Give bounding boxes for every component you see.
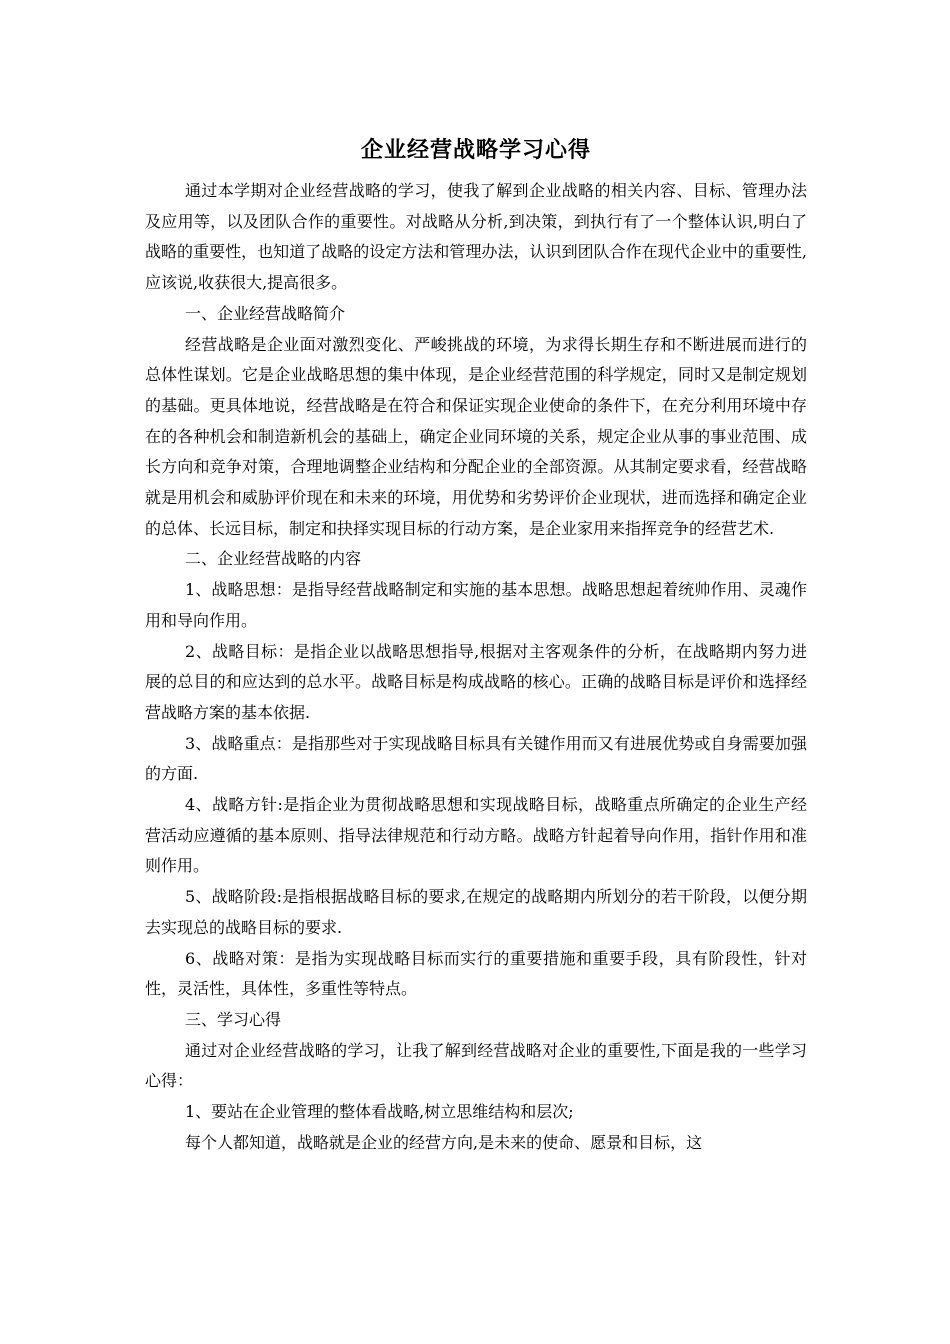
paragraph-intro: 通过本学期对企业经营战略的学习，使我了解到企业战略的相关内容、目标、管理办法及应用等，以及团队合作的重要性。对战略从分析,到决策，到执行有了一个整体认识,明白了战略的重要性，也知道了战略的设定方法和管理办法，认识到团队合作在现代企业中的重要性,应该说,收获很大,提高很多。: [145, 181, 807, 293]
list-item-strategic-goal: 2、战略目标：是指企业以战略思想指导,根据对主客观条件的分析，在战略期内努力进展的总目的和应达到的总水平。战略目标是构成战略的核心。正确的战略目标是评价和选择经营战略方案的基本依据.: [145, 641, 807, 722]
section-heading-3: 三、学习心得: [185, 1009, 282, 1029]
list-item-strategic-focus: 3、战略重点：是指那些对于实现战略目标具有关键作用而又有进展优势或自身需要加强的方面.: [145, 733, 807, 784]
document-title: 企业经营战略学习心得: [360, 137, 591, 163]
paragraph-continued: 每个人都知道，战略就是企业的经营方向,是未来的使命、愿景和目标，这: [185, 1132, 703, 1152]
paragraph-learning-intro: 通过对企业经营战略的学习，让我了解到经营战略对企业的重要性,下面是我的一些学习心得：: [145, 1040, 807, 1091]
list-item-strategic-stage: 5、战略阶段:是指根据战略目标的要求,在规定的战略期内所划分的若干阶段，以便分期去实现总的战略目标的要求.: [145, 887, 807, 937]
document-body: [145, 128, 807, 1159]
list-item-strategic-thought: 1、战略思想：是指导经营战略制定和实施的基本思想。战略思想起着统帅作用、灵魂作用和导向作用。: [145, 580, 807, 630]
list-item-strategic-countermeasure: 6、战略对策：是指为实现战略目标而实行的重要措施和重要手段，具有阶段性，针对性，灵活性，具体性，多重性等特点。: [145, 948, 807, 999]
list-item-learning-1: 1、要站在企业管理的整体看战略,树立思维结构和层次;: [185, 1102, 574, 1122]
list-item-strategic-policy: 4、战略方针:是指企业为贯彻战略思想和实现战略目标，战略重点所确定的企业生产经营活动应遵循的基本原则、指导法律规范和行动方略。战略方针起着导向作用，指针作用和准则作用。: [145, 795, 807, 876]
paragraph-strategy-overview: 经营战略是企业面对激烈变化、严峻挑战的环境，为求得长期生存和不断进展而进行的总体性谋划。它是企业战略思想的集中体现，是企业经营范围的科学规定，同时又是制定规划的基础。更具体地说，经营战略是在符合和保证实现企业使命的条件下，在充分利用环境中存在的各种机会和制造新机会的基础上，确定企业同环境的关系，规定企业从事的事业范围、成长方向和竞争对策，合理地调整企业结构和分配企业的全部资源。从其制定要求看，经营战略就是用机会和威胁评价现在和未来的环境，用优势和劣势评价企业现状，进而选择和确定企业的总体、长远目标，制定和抉择实现目标的行动方案，是企业家用来指挥竞争的经营艺术.: [145, 334, 807, 538]
section-heading-2: 二、企业经营战略的内容: [185, 549, 362, 569]
section-heading-1: 一、企业经营战略简介: [185, 303, 346, 323]
